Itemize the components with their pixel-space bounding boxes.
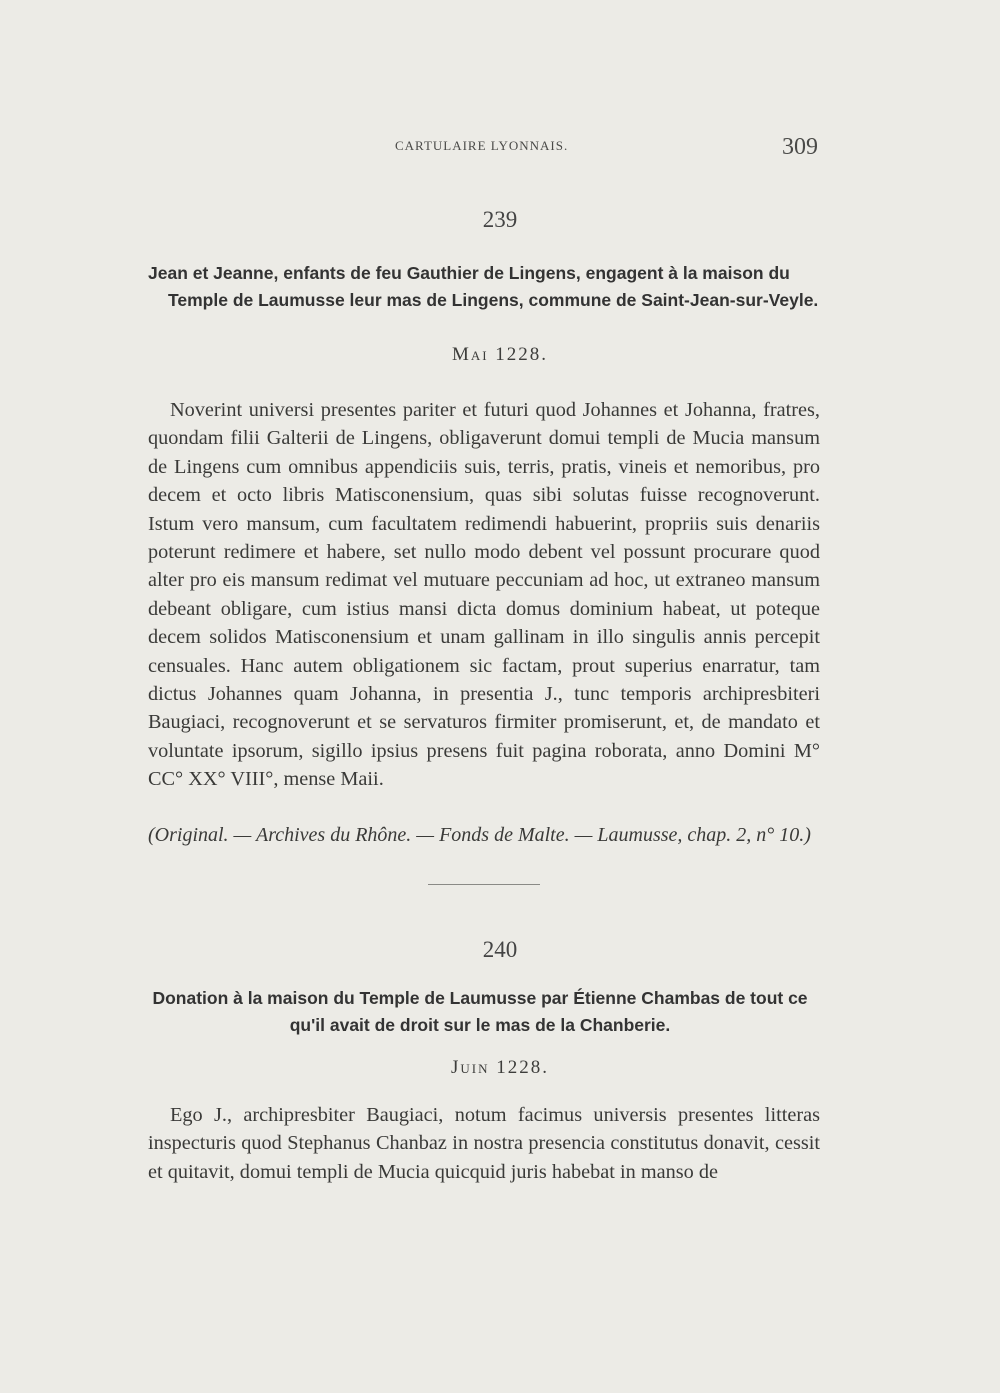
charter-text-240: Ego J., archipresbiter Baugiaci, notum facimus universis presentes litteras inspecturis quod Stephanus Chanbaz in nostra presencia constitutus donavit, cessit et quitavit, domui templi de Mucia quicquid juris habebat in manso de — [148, 1104, 820, 1183]
charter-source-239: (Original. — Archives du Rhône. — Fonds de Malte. — Laumusse, chap. 2, n° 10.) — [148, 824, 811, 846]
page-number: 309 — [782, 134, 818, 160]
running-title: CARTULAIRE LYONNAIS. — [395, 138, 569, 153]
charter-date-239: Mai 1228. — [451, 344, 549, 365]
charter-text-239: Noverint universi presentes pariter et futuri quod Johannes et Johanna, fratres, quondam filii Galterii de Lingens, obligaverunt domui templi de Mucia mansum de Lingens cum omnibus appendiciis suis, terris, pratis, vineis et nemoribus, pro decem et octo libris Matisconensium, quas sibi solutas fuisse recognoverunt. Istum vero mansum, cum facultatem redimendi habuerint, propriis suis denariis poterunt redimere et habere, set nullo modo debent vel possunt procurare quod alter pro eis mansum redimat vel mutuare peccuniam ad hoc, ut extraneo mansum debeant obligare, cum istius mansi dicta domus dominium habeat, ut poteque decem solidos Matisconensium et unam gallinam in illo singulis annis percepit censuales. Hanc autem obligationem sic factam, prout superius enarratur, tam dictus Johannes quam Johanna, in presentia J., tunc temporis archipresbiteri Baugiaci, recognoverunt et se servaturos firmiter promiserunt, et, de mandato et voluntate ipsorum, sigillo ipsius presens fuit pagina roborata, anno Domini M° CC° XX° VIII°, mense Maii. — [148, 399, 820, 791]
charter-summary-239: Jean et Jeanne, enfants de feu Gauthier de Lingens, engagent à la maison du Temple de Laumusse leur mas de Lingens, commune de Saint-Jean-sur-Veyle. — [148, 263, 819, 310]
charter-summary-240: Donation à la maison du Temple de Laumusse par Étienne Chambas de tout ce qu'il avait de droit sur le mas de la Chanberie. — [152, 988, 808, 1035]
charter-number-239: 239 — [482, 207, 518, 232]
charter-date-240: Juin 1228. — [451, 1057, 549, 1078]
charter-number-240: 240 — [482, 937, 518, 962]
section-divider — [428, 884, 540, 885]
